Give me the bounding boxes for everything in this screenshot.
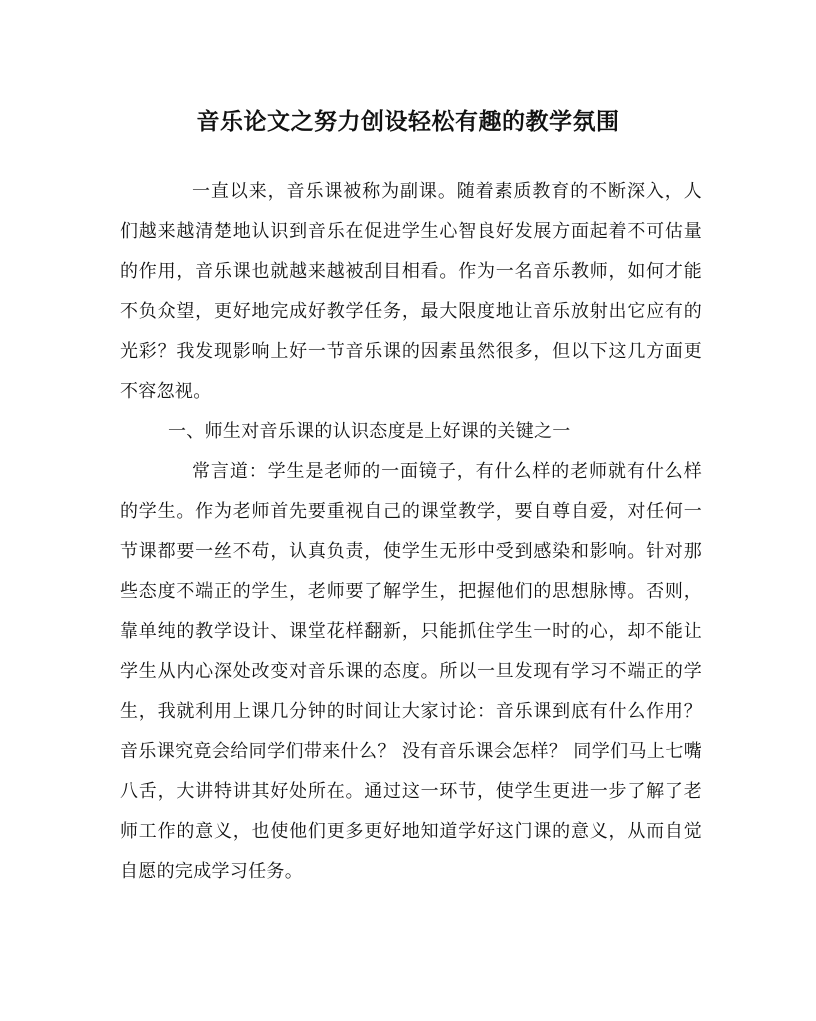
document-title: 音乐论文之努力创设轻松有趣的教学氛围 <box>196 108 620 135</box>
intro-paragraph: 一直以来，音乐课被称为副课。随着素质教育的不断深入，人们越来越清楚地认识到音乐在促进学生心智良好发展方面起着不可估量的作用，音乐课也就越来越被刮目相看。作为一名音乐教师，如何才能不负众望，更好地完成好教学任务，最大限度地让音乐放射出它应有的光彩？我发现影响上好一节音乐课的因素虽然很多，但以下这几方面更不容忽视。 <box>120 181 702 402</box>
document-body <box>120 172 702 892</box>
section-heading: 一、师生对音乐课的认识态度是上好课的关键之一 <box>168 421 571 442</box>
section-paragraph: 常言道：学生是老师的一面镜子，有什么样的老师就有什么样的学生。作为老师首先要重视自己的课堂教学，要自尊自爱，对任何一节课都要一丝不苟，认真负责，使学生无形中受到感染和影响。针对那些态度不端正的学生，老师要了解学生，把握他们的思想脉博。否则，靠单纯的教学设计、课堂花样翻新，只能抓住学生一时的心，却不能让学生从内心深处改变对音乐课的态度。所以一旦发现有学习不端正的学生，我就利用上课几分钟的时间让大家讨论：音乐课到底有什么作用？音乐课究竟会给同学们带来什么？ 没有音乐课会怎样？ 同学们马上七嘴八舌，大讲特讲其好处所在。通过这一环节，使学生更进一步了解了老师工作的意义，也使他们更多更好地知道学好这门课的意义，从而自觉自愿的完成学习任务。 <box>120 461 702 882</box>
